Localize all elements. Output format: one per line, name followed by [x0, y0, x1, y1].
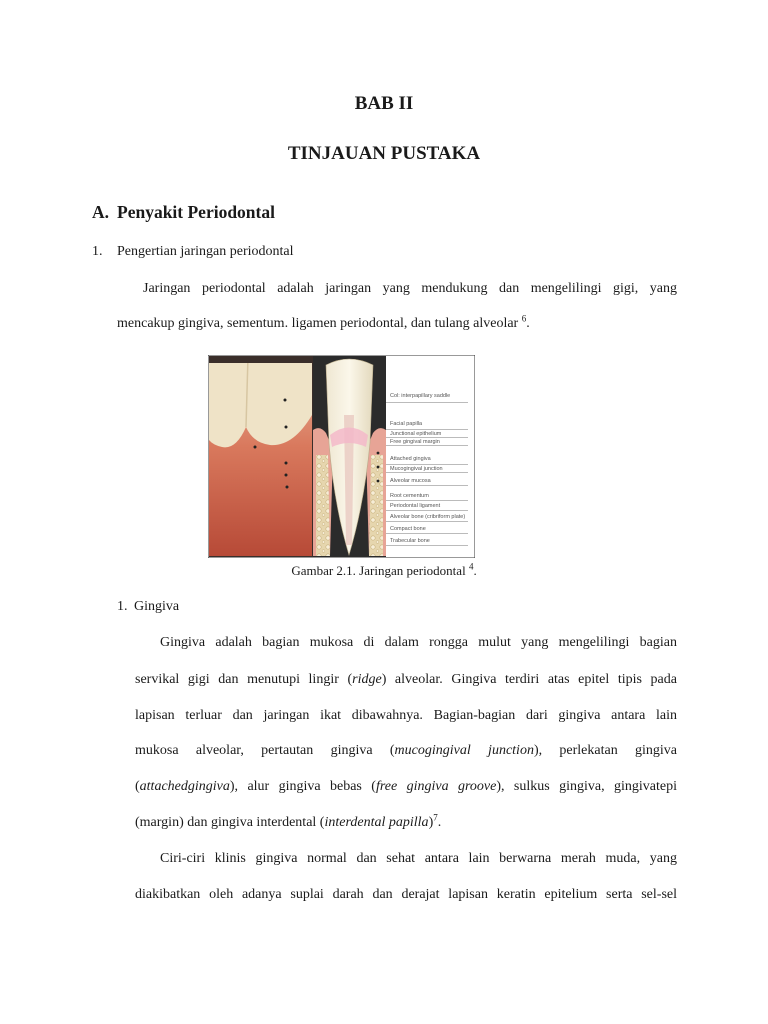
section-title: Penyakit Periodontal: [117, 202, 275, 222]
figure-label: Junctional epithelium: [390, 431, 442, 437]
figure-label: Free gingival margin: [390, 439, 440, 445]
intro-line-1: Jaringan periodontal adalah jaringan yang mendukung dan mengelilingi gigi, yang: [143, 281, 677, 296]
section-letter: A.: [92, 202, 110, 222]
figure-label: Trabecular bone: [390, 538, 430, 544]
subsection-number: 1.: [92, 244, 103, 259]
figure-label: Attached gingiva: [390, 456, 431, 462]
figure-label: Mucogingival junction: [390, 466, 443, 472]
subsection-heading: [92, 244, 294, 260]
chapter-title: TINJAUAN PUSTAKA: [287, 143, 481, 164]
citation-ref: 6: [521, 313, 527, 324]
figure-label: Facial papilla: [390, 421, 423, 427]
gingiva-p1-line-1: Gingiva adalah bagian mukosa di dalam rongga mulut yang mengelilingi bagian: [160, 635, 677, 650]
periodontal-figure: [208, 355, 475, 558]
gingiva-p1-line-4: mukosa alveolar, pertautan gingiva (mucogingival junction), perlekatan gingiva: [135, 743, 678, 758]
subsection-title: Pengertian jaringan periodontal: [117, 244, 294, 259]
periodontal-illustration: [208, 355, 475, 558]
gingiva-heading: [117, 599, 179, 615]
figure-label: Compact bone: [390, 526, 426, 532]
figure-label: Root cementum: [390, 493, 429, 499]
gingiva-p2-line-2: diakibatkan oleh adanya suplai darah dan derajat lapisan keratin epitelium serta sel-sel: [135, 887, 677, 902]
gingiva-p1-line-2: servikal gigi dan menutupi lingir (ridge) alveolar. Gingiva terdiri atas epitel tipis pada: [135, 672, 677, 687]
gingiva-p1-line-5: (attachedgingiva), alur gingiva bebas (free gingiva groove), sulkus gingiva, gingivatepi: [135, 779, 677, 794]
gingiva-number: 1.: [117, 599, 128, 614]
citation-ref: 7: [433, 812, 438, 823]
figure-label: Alveolar bone (cribriform plate): [390, 514, 466, 520]
gingiva-p1-line-6: (margin) dan gingiva interdental (interdental papilla)$^7$.: [135, 812, 442, 830]
figure-caption: Gambar 2.1. Jaringan periodontal $^4$.: [291, 561, 477, 578]
section-heading: [92, 202, 275, 223]
figure-label: Alveolar mucosa: [390, 478, 431, 484]
gingiva-p2-line-1: Ciri-ciri klinis gingiva normal dan sehat antara lain berwarna merah muda, yang: [160, 851, 677, 866]
intro-line-2: mencakup gingiva, sementum. ligamen periodontal, dan tulang alveolar $^6$.: [117, 313, 530, 331]
gingiva-p1-line-3: lapisan terluar dan jaringan ikat dibawahnya. Bagian-bagian dari gingiva antara lain: [135, 708, 677, 723]
citation-ref: 4: [468, 561, 474, 572]
figure-label: Col: interpapillary saddle: [390, 393, 451, 399]
figure-label: Periodontal ligament: [390, 503, 441, 509]
gingiva-title: Gingiva: [134, 599, 180, 614]
chapter-heading: BAB II: [354, 93, 414, 114]
